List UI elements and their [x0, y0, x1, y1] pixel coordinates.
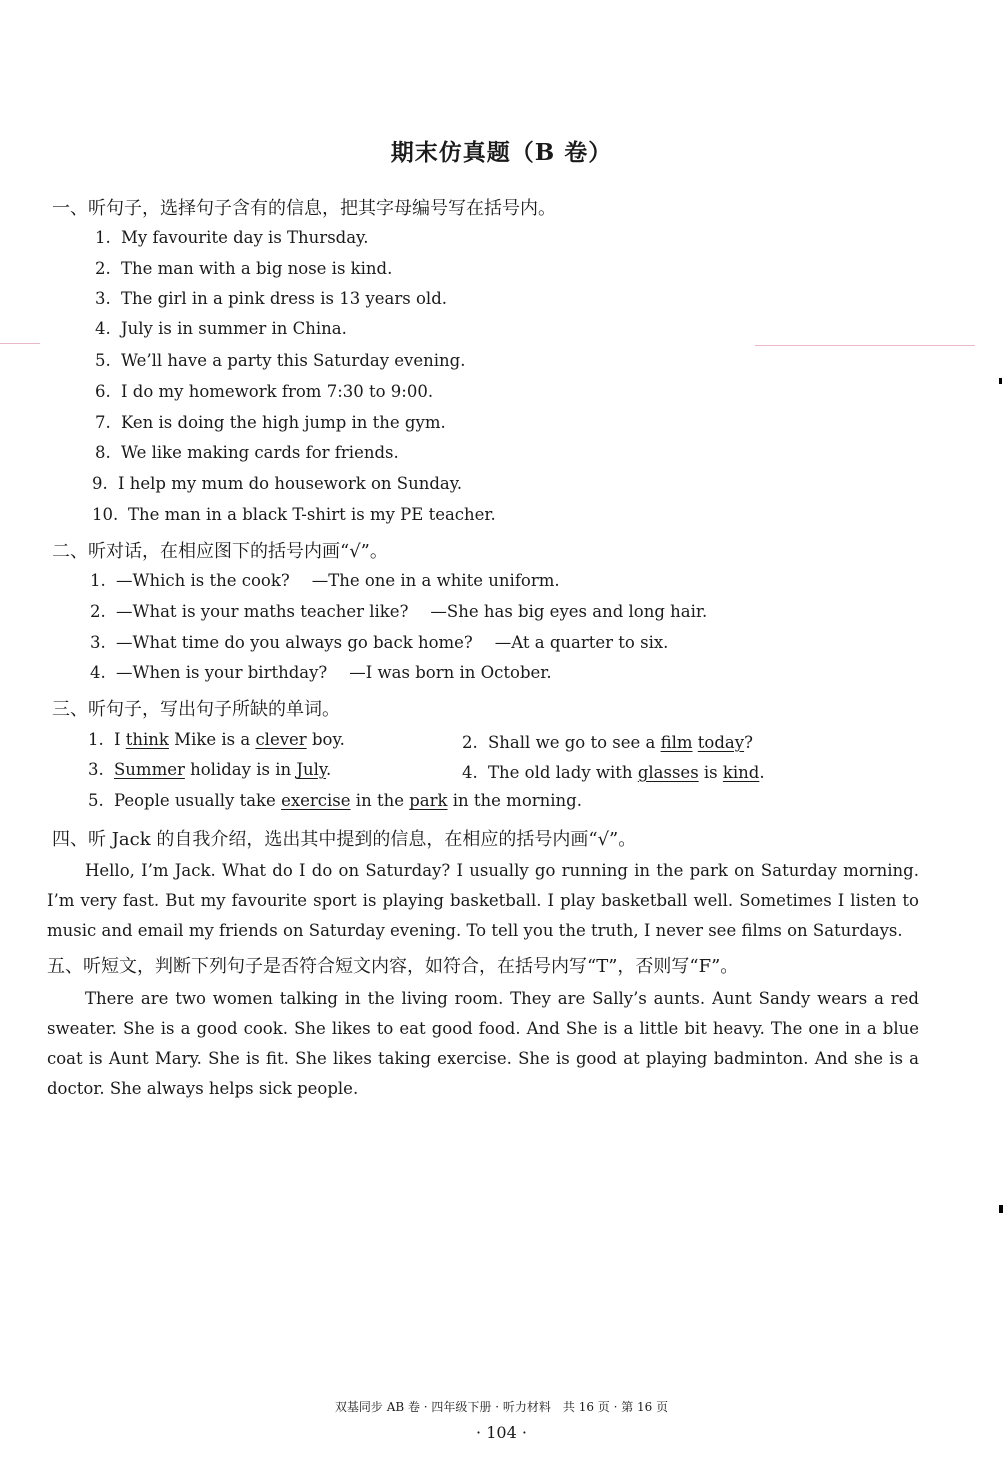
fill-item: 4. The old lady with glasses is kind.: [462, 763, 765, 782]
list-item: 5. We’ll have a party this Saturday evening.: [95, 351, 466, 370]
answer-word: July: [296, 760, 326, 779]
answer-word: exercise: [281, 791, 351, 810]
passage-jack: Hello, I’m Jack. What do I do on Saturday? I usually go running in the park on Saturday morning. I’m very fast. But my favourite sport is playing basketball. I play basketball well. Sometimes I listen to music and email my friends on Saturday evening. To tell you the truth, I never see films on Saturdays.: [47, 861, 919, 940]
dialog-item: 2. —What is your maths teacher like? —She has big eyes and long hair.: [90, 602, 708, 621]
list-item: 10. The man in a black T-shirt is my PE teacher.: [92, 505, 496, 524]
dialog-item: 3. —What time do you always go back home? —At a quarter to six.: [90, 633, 669, 652]
answer-word: kind: [722, 763, 760, 782]
fill-item: 1. I think Mike is a clever boy.: [88, 730, 345, 749]
answer-word: park: [409, 791, 448, 810]
passage-aunts: There are two women talking in the living room. They are Sally’s aunts. Aunt Sandy wears a red sweater. She is a good cook. She likes to eat good food. And She is a little bit heavy. The one in a blue coat is Aunt Mary. She is fit. She likes taking exercise. She is good at playing badminton. And she is a doctor. She always helps sick people.: [47, 989, 919, 1098]
dialog-item: 4. —When is your birthday? —I was born in October.: [90, 663, 552, 682]
fill-item: 2. Shall we go to see a film today?: [462, 733, 753, 752]
section-1-heading: 一、听句子，选择句子含有的信息，把其字母编号写在括号内。: [52, 198, 556, 219]
list-item: 9. I help my mum do housework on Sunday.: [92, 474, 463, 493]
section-4-heading: 四、听 Jack 的自我介绍，选出其中提到的信息，在相应的括号内画“√”。: [52, 829, 637, 850]
edge-mark: [999, 378, 1002, 384]
page-title: 期末仿真题（B 卷）: [390, 139, 613, 166]
edge-mark: [999, 1205, 1003, 1213]
page-footer: 双基同步 AB 卷 · 四年级下册 · 听力材料 共 16 页 · 第 16 页: [334, 1400, 669, 1414]
answer-word: clever: [255, 730, 307, 749]
section-3-heading: 三、听句子，写出句子所缺的单词。: [52, 699, 340, 720]
list-item: 6. I do my homework from 7:30 to 9:00.: [95, 382, 434, 401]
scan-line-left: [0, 343, 40, 344]
fill-item: 3. Summer holiday is in July.: [88, 760, 332, 779]
list-item: 2. The man with a big nose is kind.: [95, 259, 393, 278]
list-item: 1. My favourite day is Thursday.: [95, 228, 369, 247]
answer-word: think: [125, 730, 169, 749]
section-2-heading: 二、听对话，在相应图下的括号内画“√”。: [52, 541, 388, 562]
dialog-item: 1. —Which is the cook? —The one in a white uniform.: [90, 571, 560, 590]
answer-word: Summer: [114, 760, 185, 779]
list-item: 3. The girl in a pink dress is 13 years old.: [95, 289, 447, 308]
fill-item: 5. People usually take exercise in the park in the morning.: [88, 791, 582, 810]
page-number: · 104 ·: [476, 1423, 527, 1442]
section-5-heading: 五、听短文，判断下列句子是否符合短文内容，如符合，在括号内写“T”，否则写“F”。: [47, 956, 739, 977]
answer-word: today: [697, 733, 745, 752]
scan-line-right: [755, 345, 975, 346]
answer-word: film: [660, 733, 693, 752]
list-item: 4. July is in summer in China.: [95, 319, 347, 338]
list-item: 7. Ken is doing the high jump in the gym.: [95, 413, 446, 432]
list-item: 8. We like making cards for friends.: [95, 443, 399, 462]
answer-word: glasses: [637, 763, 699, 782]
